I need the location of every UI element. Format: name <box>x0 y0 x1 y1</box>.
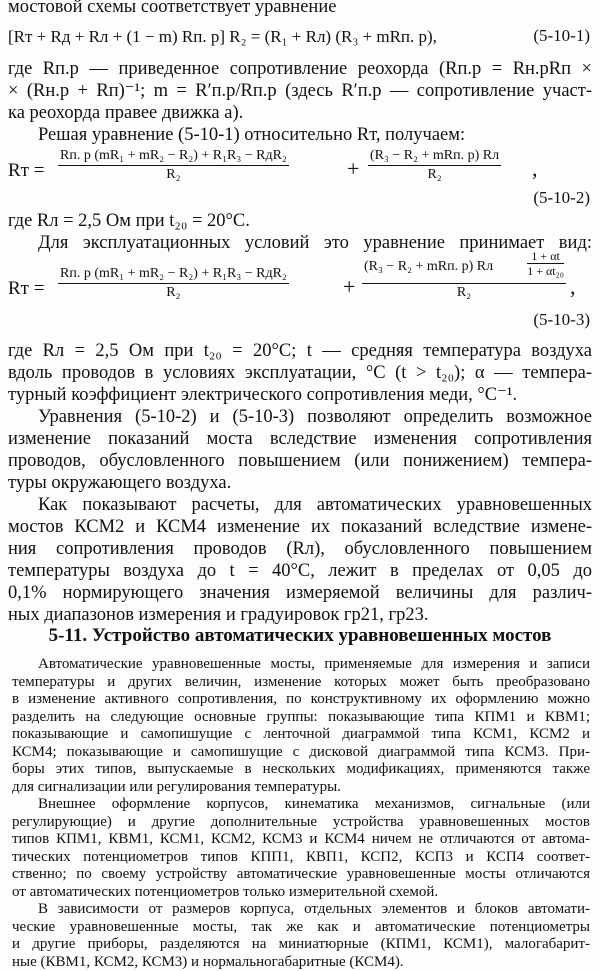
text-line: туры окружающего воздуха. <box>8 472 592 494</box>
text-line: ния сопротивления проводов (Rл), обусловленного повышением <box>8 538 592 560</box>
inner-fraction <box>527 249 564 278</box>
small-text-line: тических потенциометров типов КПП1, КВП1, КСП2, КСП3 и КСП4 соответ- <box>12 849 590 867</box>
text-line: 0,1% нормирующего значения измеряемой величины для различ- <box>8 582 592 604</box>
text-line: изменение показаний моста вследствие изменения сопротивления <box>8 428 592 450</box>
text-line: где Rл = 2,5 Ом при t₂₀ = 20°С; t — средняя температура воздуха <box>8 340 592 362</box>
small-text-line: ные (КВМ1, КСМ2, КСМ3) и нормальногабаритные (КСМ4). <box>12 954 590 971</box>
fraction <box>368 147 501 184</box>
inner-numerator: 1 + αt <box>527 249 564 264</box>
fraction-numerator: Rп. р (mR₁ + mR₂ − R₂) + R₁R₃ − RдR₂ <box>58 147 289 166</box>
small-text-line: КСМ4; показывающие и самопишущие с дисковой диаграммой типа КСМ3. При- <box>12 744 590 762</box>
fraction-denominator: R₂ <box>362 284 566 302</box>
section-heading: 5-11. Устройство автоматических уравновешенных мостов <box>0 625 600 647</box>
equation-number: (5-10-3) <box>533 310 590 330</box>
plus-sign: + <box>343 274 355 300</box>
text-line: × (Rн.р + Rп)⁻¹; m = R′п.р/Rп.р (здесь R′п.р — сопротивление участ- <box>8 80 592 102</box>
small-text-line: В зависимости от размеров корпуса, отдельных элементов и блоков автомати- <box>12 901 590 919</box>
fraction-denominator: R₂ <box>58 284 289 302</box>
equation-number: (5-10-1) <box>533 26 590 46</box>
text-line: где Rл = 2,5 Ом при t₂₀ = 20°С. <box>8 210 592 232</box>
text-line: Решая уравнение (5-10-1) относительно Rт, получаем: <box>8 124 592 146</box>
fraction-numerator <box>362 251 566 284</box>
text-line: где Rп.р — приведенное сопротивление реохорда (Rп.р = Rн.рRп × <box>8 58 592 80</box>
text-line: мостовой схемы соответствует уравнение <box>8 0 592 18</box>
small-text-line: ственно; по своему устройству автоматические уравновешенные мосты отличаются <box>12 866 590 884</box>
small-text-line: температуры и других величин, изменение которых может быть преобразовано <box>12 674 590 692</box>
text-line: ных диапазонов измерения и градуировок гр21, гр23. <box>8 604 592 626</box>
fraction-denominator: R₂ <box>58 166 289 184</box>
fraction-denominator: R₂ <box>368 166 501 184</box>
small-text-line: от автоматических потенциометров только измерительной схемой. <box>12 884 590 902</box>
numerator-text: (R₃ − R₂ + mRп. р) Rл <box>364 259 493 274</box>
fraction <box>58 265 289 302</box>
comma: , <box>532 156 538 182</box>
fraction-numerator: (R₃ − R₂ + mRп. р) Rл <box>368 147 501 166</box>
small-text-line: Внешнее оформление корпусов, кинематика механизмов, сигнальные (или <box>12 796 590 814</box>
fraction <box>362 251 566 302</box>
small-text-line: разделить на следующие основные группы: показывающие типа КПМ1 и КВМ1; <box>12 709 590 727</box>
text-line: Уравнения (5-10-2) и (5-10-3) позволяют определить возможное <box>8 406 592 428</box>
small-text-line: и другие приборы, разделяются на миниатюрные (КПМ1, КСМ1), малогабарит- <box>12 936 590 954</box>
fraction <box>58 147 289 184</box>
text-line: турный коэффициент электрического сопротивления меди, °С⁻¹. <box>8 384 592 406</box>
small-text-line: ческие уравновешенные мосты, так же как и автоматические потенциометры <box>12 919 590 937</box>
comma: , <box>570 274 576 300</box>
small-text-line: Автоматические уравновешенные мосты, применяемые для измерения и записи <box>12 656 590 674</box>
text-line: ка реохорда правее движка а). <box>8 102 592 124</box>
small-text-line: типов КПМ1, КВМ1, КСМ1, КСМ2, КСМ3 и КСМ4 ничем не отличаются от автома- <box>12 831 590 849</box>
text-line: Для эксплуатационных условий это уравнение принимает вид: <box>8 232 592 254</box>
equation-number: (5-10-2) <box>533 188 590 208</box>
inner-denominator: 1 + αt₂₀ <box>527 264 564 278</box>
text-line: проводов, обусловленного повышением (или понижением) темпера- <box>8 450 592 472</box>
small-text-line: боры этих типов, выпускаемые в нескольких модификациях, применяются также <box>12 761 590 779</box>
text-line: вдоль проводов в условиях эксплуатации, °С (t > t₂₀); α — темпера- <box>8 362 592 384</box>
small-text-line: показывающие и самопишущие с ленточной диаграммой типа КСМ1, КСМ2 и <box>12 726 590 744</box>
equation-lhs: Rт = <box>8 278 44 300</box>
text-line: температуры воздуха до t = 40°С, лежит в пределах от 0,05 до <box>8 560 592 582</box>
small-text-line: регулирующие) и другие дополнительные устройства уравновешенных мостов <box>12 814 590 832</box>
equation-lhs: Rт = <box>8 160 44 182</box>
small-text-line: для сигнализации или регулирования температуры. <box>12 779 590 797</box>
equation-5-10-1: [Rт + Rд + Rл + (1 − m) Rп. р] R₂ = (R₁ + Rл) (R₃ + mRп. р), <box>8 26 437 48</box>
plus-sign: + <box>347 156 359 182</box>
fraction-numerator: Rп. р (mR₁ + mR₂ − R₂) + R₁R₃ − RдR₂ <box>58 265 289 284</box>
small-text-line: в изменение активного сопротивления, по конструктивному их оформлению можно <box>12 691 590 709</box>
text-line: Как показывают расчеты, для автоматических уравновешенных <box>8 494 592 516</box>
text-line: мостов КСМ2 и КСМ4 изменение их показаний вследствие измене- <box>8 516 592 538</box>
